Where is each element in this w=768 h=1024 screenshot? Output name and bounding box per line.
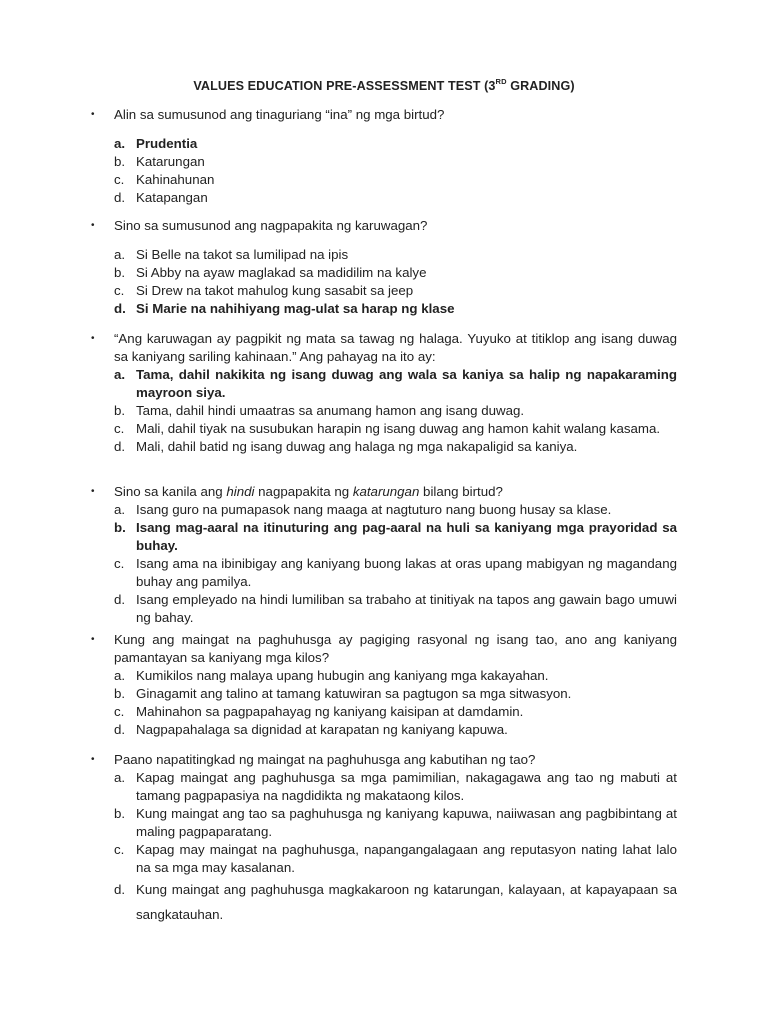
option-list	[114, 366, 677, 456]
option-a	[114, 769, 677, 805]
option-letter: c.	[114, 172, 125, 187]
option-letter: a.	[114, 668, 126, 683]
option-letter: c.	[114, 842, 125, 857]
question-stem: Sino sa kanila ang hindi nagpapakita ng katarungan bilang birtud?	[114, 484, 503, 499]
option-letter: a.	[114, 136, 126, 151]
option-a	[114, 667, 677, 685]
option-d	[114, 189, 677, 207]
bullet-icon: •	[91, 634, 95, 645]
option-letter: d.	[114, 439, 126, 454]
page-title	[0, 77, 768, 95]
title-text: VALUES EDUCATION PRE-ASSESSMENT TEST (3	[193, 79, 496, 93]
option-text: Prudentia	[136, 136, 198, 151]
option-c	[114, 841, 677, 877]
option-c	[114, 171, 677, 189]
title-text-end: GRADING)	[506, 79, 575, 93]
option-letter: b.	[114, 806, 126, 821]
option-text: Ginagamit ang talino at tamang katuwiran sa pagtugon sa mga sitwasyon.	[136, 686, 572, 701]
option-text: Kumikilos nang malaya upang hubugin ang kaniyang mga kakayahan.	[136, 668, 549, 683]
option-letter: b.	[114, 520, 126, 535]
option-d	[114, 300, 677, 318]
option-letter: a.	[114, 367, 126, 382]
option-letter: d.	[114, 882, 126, 897]
option-d	[114, 721, 677, 739]
option-a	[114, 246, 677, 264]
question-stem: Sino sa sumusunod ang nagpapakita ng karuwagan?	[114, 218, 428, 233]
bullet-icon: •	[91, 754, 95, 765]
bullet-icon: •	[91, 109, 95, 120]
option-list	[114, 246, 677, 318]
option-text: Mahinahon sa pagpapahayag ng kaniyang kaisipan at damdamin.	[136, 704, 524, 719]
bullet-icon: •	[91, 486, 95, 497]
option-a	[114, 501, 677, 519]
option-text: Isang empleyado na hindi lumiliban sa trabaho at tinitiyak na tapos ang gawain bago umuwi ng bahay.	[136, 592, 677, 625]
question-stem: “Ang karuwagan ay pagpikit ng mata sa tawag ng halaga. Yuyuko at titiklop ang isang duwag sa kaniyang sariling kahinaan.” Ang pahayag na ito ay:	[114, 331, 677, 364]
question-3	[91, 330, 677, 456]
emphasis-hindi: hindi	[226, 484, 255, 499]
option-text: Tama, dahil hindi umaatras sa anumang hamon ang isang duwag.	[136, 403, 525, 418]
option-c	[114, 420, 677, 438]
question-stem: Alin sa sumusunod ang tinaguriang “ina” ng mga birtud?	[114, 107, 445, 122]
option-c	[114, 282, 677, 300]
option-letter: b.	[114, 265, 126, 280]
option-d	[114, 591, 677, 627]
option-text: Si Abby na ayaw maglakad sa madidilim na kalye	[136, 265, 427, 280]
option-a	[114, 135, 677, 153]
option-letter: b.	[114, 403, 126, 418]
option-text: Isang mag-aaral na itinuturing ang pag-aaral na huli sa kaniyang mga prayoridad sa buhay.	[136, 520, 677, 553]
question-1	[91, 106, 677, 207]
option-letter: a.	[114, 247, 126, 262]
option-text: Kung maingat ang paghuhusga magkakaroon ng katarungan, kalayaan, at kapayapaan sa sangkatauhan.	[136, 882, 677, 922]
option-d	[114, 877, 677, 927]
option-letter: d.	[114, 722, 126, 737]
option-letter: d.	[114, 301, 126, 316]
option-list	[114, 667, 677, 739]
option-letter: b.	[114, 154, 126, 169]
option-list	[114, 769, 677, 927]
bullet-icon: •	[91, 220, 95, 231]
question-stem: Paano napatitingkad ng maingat na paghuhusga ang kabutihan ng tao?	[114, 752, 536, 767]
option-text: Isang guro na pumapasok nang maaga at nagtuturo nang buong husay sa klase.	[136, 502, 612, 517]
option-text: Katapangan	[136, 190, 208, 205]
title-superscript: RD	[495, 76, 507, 86]
option-text: Mali, dahil batid ng isang duwag ang halaga ng mga nakapaligid sa kaniya.	[136, 439, 578, 454]
option-text: Mali, dahil tiyak na susubukan harapin ng isang duwag ang hamon kahit walang kasama.	[136, 421, 661, 436]
option-c	[114, 703, 677, 721]
option-b	[114, 153, 677, 171]
question-5	[91, 631, 677, 739]
option-letter: a.	[114, 502, 126, 517]
option-letter: c.	[114, 704, 125, 719]
option-list	[114, 135, 677, 207]
option-letter: c.	[114, 556, 125, 571]
question-6	[91, 751, 677, 927]
bullet-icon: •	[91, 333, 95, 344]
option-letter: b.	[114, 686, 126, 701]
option-text: Tama, dahil nakikita ng isang duwag ang wala sa kaniya sa halip ng napakaraming mayroon siya.	[136, 367, 677, 400]
option-b	[114, 264, 677, 282]
option-letter: d.	[114, 190, 126, 205]
option-text: Isang ama na ibinibigay ang kaniyang buong lakas at oras upang mabigyan ng magandang buhay ang pamilya.	[136, 556, 677, 589]
option-letter: a.	[114, 770, 126, 785]
option-text: Nagpapahalaga sa dignidad at karapatan ng kaniyang kapuwa.	[136, 722, 508, 737]
option-b	[114, 519, 677, 555]
option-text: Si Drew na takot mahulog kung sasabit sa jeep	[136, 283, 414, 298]
option-text: Kapag maingat ang paghuhusga sa mga pamimilian, nakagagawa ang tao ng mabuti at tamang pagpapasiya na nagdidikta ng makataong kilos.	[136, 770, 677, 803]
option-b	[114, 402, 677, 420]
option-text: Si Belle na takot sa lumilipad na ipis	[136, 247, 349, 262]
option-letter: c.	[114, 421, 125, 436]
option-text: Kung maingat ang tao sa paghuhusga ng kaniyang kapuwa, naiiwasan ang pagbibintang at maling pagpaparatang.	[136, 806, 677, 839]
option-d	[114, 438, 677, 456]
emphasis-katarungan: katarungan	[352, 484, 420, 499]
question-stem: Kung ang maingat na paghuhusga ay pagiging rasyonal ng isang tao, ano ang kaniyang pamantayan sa kaniyang mga kilos?	[114, 632, 677, 665]
option-b	[114, 685, 677, 703]
option-list	[114, 501, 677, 627]
option-text: Kapag may maingat na paghuhusga, napangangalagaan ang reputasyon nating lahat lalo na sa mga may kasalanan.	[136, 842, 677, 875]
option-c	[114, 555, 677, 591]
question-4	[91, 483, 677, 627]
option-text: Katarungan	[136, 154, 205, 169]
option-letter: c.	[114, 283, 125, 298]
option-letter: d.	[114, 592, 126, 607]
option-text: Kahinahunan	[136, 172, 215, 187]
question-2	[91, 217, 677, 318]
option-text: Si Marie na nahihiyang mag-ulat sa harap ng klase	[136, 301, 455, 316]
option-b	[114, 805, 677, 841]
option-a	[114, 366, 677, 402]
